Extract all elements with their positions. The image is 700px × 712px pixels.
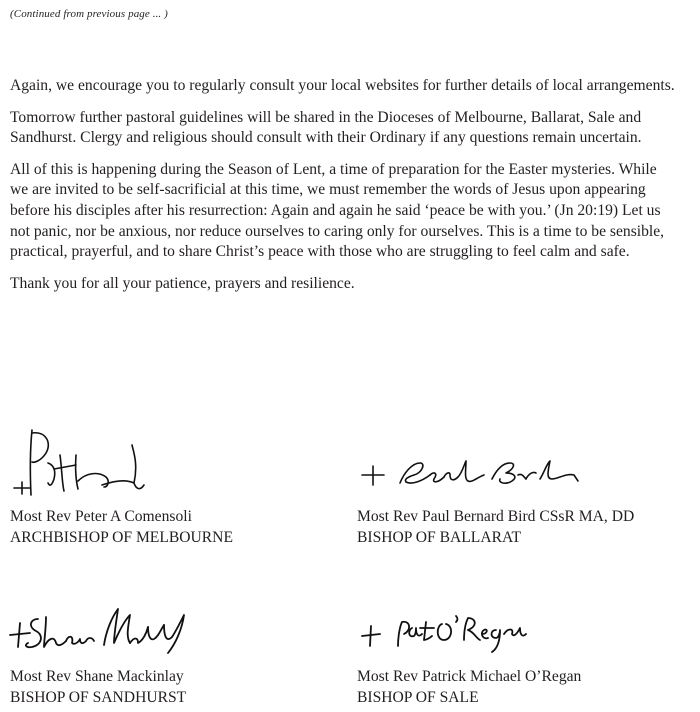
- signature-mackinlay: [8, 597, 188, 657]
- signature-comensoli: [10, 425, 150, 500]
- signatory-title-sale: BISHOP OF SALE: [357, 689, 479, 706]
- signatory-name-ballarat: Most Rev Paul Bernard Bird CSsR MA, DD: [357, 508, 635, 525]
- letter-body: [10, 76, 676, 305]
- signatory-name-sandhurst: Most Rev Shane Mackinlay: [10, 668, 184, 685]
- continued-note: (Continued from previous page ... ): [10, 8, 168, 20]
- signature-oregan: [358, 610, 528, 655]
- paragraph-local-websites: Again, we encourage you to regularly consult your local websites for further details of local arrangements.: [10, 77, 675, 94]
- paragraph-season-of-lent: All of this is happening during the Season of Lent, a time of preparation for the Easter mysteries. While we are invited to be self-sacrificial at this time, we must remember the words of Jesus upon appearing before his disciples after his resurrection: Again and again he said ‘peace be with you.’ (Jn 20:19) Let us not panic, nor be anxious, nor reduce ourselves to caring only for ourselves. This is a time to be sensible, practical, prayerful, and to share Christ’s peace with those who are struggling to feel calm and safe.: [10, 160, 665, 261]
- signatory-name-sale: Most Rev Patrick Michael O’Regan: [357, 668, 582, 685]
- signatory-title-melbourne: ARCHBISHOP OF MELBOURNE: [10, 529, 233, 546]
- signatory-title-sandhurst: BISHOP OF SANDHURST: [10, 689, 187, 706]
- signatory-name-melbourne: Most Rev Peter A Comensoli: [10, 508, 192, 525]
- signature-bird: [360, 455, 580, 495]
- signatory-title-ballarat: BISHOP OF BALLARAT: [357, 529, 522, 546]
- paragraph-pastoral-guidelines: Tomorrow further pastoral guidelines will be shared in the Dioceses of Melbourne, Ballarat, Sale and Sandhurst. Clergy and religious should consult with their Ordinary if any questions remain uncertain.: [10, 108, 642, 147]
- paragraph-thank-you: Thank you for all your patience, prayers and resilience.: [10, 274, 355, 292]
